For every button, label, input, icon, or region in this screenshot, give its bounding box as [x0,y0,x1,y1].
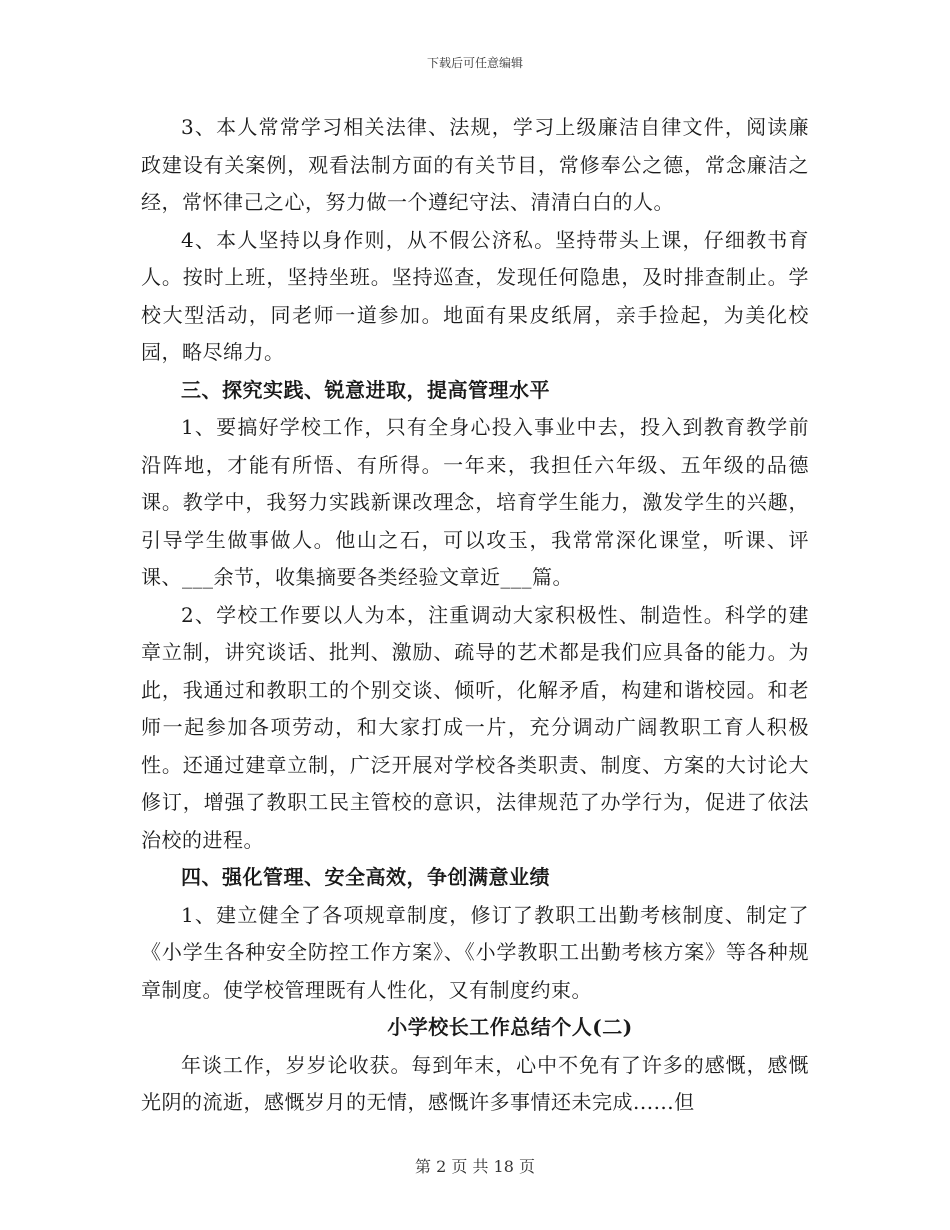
paragraph-section3-item-2: 2、学校工作要以人为本，注重调动大家积极性、制造性。科学的建章立制，讲究谈话、批判、激励、疏导的艺术都是我们应具备的能力。为此，我通过和教职工的个别交谈、倾听，化解矛盾，构建和谐校园。和老师一起参加各项劳动，和大家打成一片，充分调动广阔教职工育人积极性。还通过建章立制，广泛开展对学校各类职责、制度、方案的大讨论大修订，增强了教职工民主管校的意识，法律规范了办学行为，促进了依法治校的进程。 [141,602,809,852]
page-number-footer: 第 2 页 共 18 页 [415,1157,535,1176]
document-subtitle: 小学校长工作总结个人(二) [387,1015,633,1039]
paragraph-section3-item-1: 1、要搞好学校工作，只有全身心投入事业中去，投入到教育教学前沿阵地，才能有所悟、有所得。一年来，我担任六年级、五年级的品德课。教学中，我努力实践新课改理念，培育学生能力，激发学生的兴趣，引导学生做事做人。他山之石，可以攻玉，我常常深化课堂，听课、评课、___余节，收集摘要各类经验文章近___篇。 [141,415,809,589]
section-heading-3: 三、探究实践、锐意进取，提高管理水平 [181,377,550,402]
paragraph-item-4: 4、本人坚持以身作则，从不假公济私。坚持带头上课，仔细教书育人。按时上班，坚持坐班。坚持巡查，发现任何隐患，及时排查制止。学校大型活动，同老师一道参加。地面有果皮纸屑，亲手捡起，为美化校园，略尽绵力。 [141,227,809,364]
paragraph-section4-item-1: 1、建立健全了各项规章制度，修订了教职工出勤考核制度、制定了《小学生各种安全防控工作方案》、《小学教职工出勤考核方案》等各种规章制度。使学校管理既有人性化，又有制度约束。 [141,902,809,1002]
section-heading-4: 四、强化管理、安全高效，争创满意业绩 [181,865,550,889]
page-header: 下载后可任意编辑 [426,56,523,70]
document-body [141,109,809,1122]
paragraph-item-3: 3、本人常常学习相关法律、法规，学习上级廉洁自律文件，阅读廉政建设有关案例，观看法制方面的有关节目，常修奉公之德，常念廉洁之经，常怀律己之心，努力做一个遵纪守法、清清白白的人。 [141,115,809,214]
paragraph-intro: 年谈工作，岁岁论收获。每到年末，心中不免有了许多的感慨，感慨光阴的流逝，感慨岁月的无情，感慨许多事情还未完成......但 [141,1052,809,1114]
